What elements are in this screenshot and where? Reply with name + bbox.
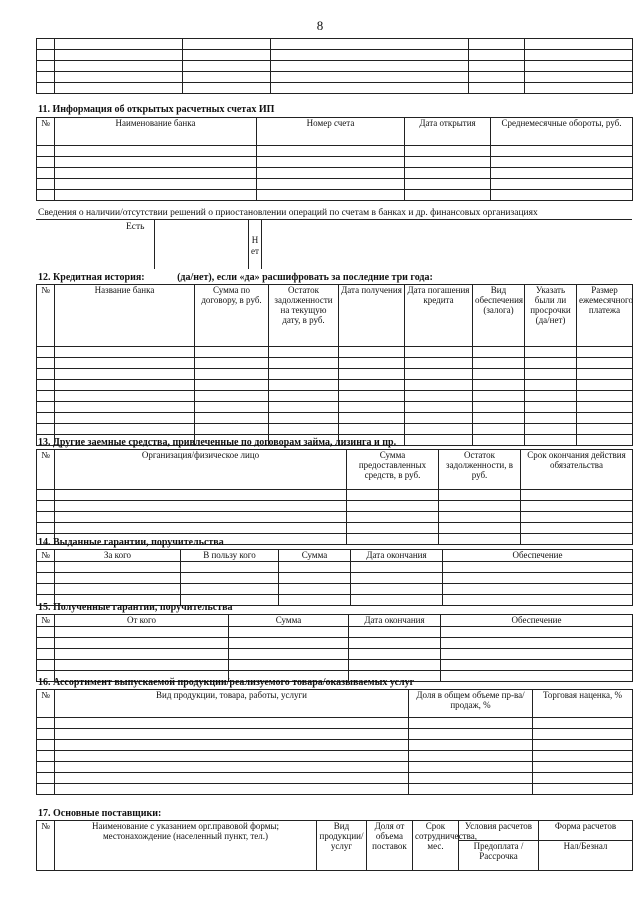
col-header: № xyxy=(37,450,55,490)
col-header: Дата окончания xyxy=(349,615,441,627)
col-header: Условия расчетов xyxy=(459,821,539,841)
col-header: Среднемесячные обороты, руб. xyxy=(491,118,633,146)
table-row xyxy=(37,740,633,751)
decisions-no: Нет xyxy=(251,235,259,256)
col-header: № xyxy=(37,690,55,718)
section-12-title-text: 12. Кредитная история: xyxy=(38,272,145,283)
col-header: Сумма xyxy=(229,615,349,627)
table-row xyxy=(37,660,633,671)
table-row xyxy=(37,773,633,784)
col-header: В пользу кого xyxy=(181,550,279,562)
col-header: Указать были ли просрочки (да/нет) xyxy=(525,285,577,347)
table-row xyxy=(37,718,633,729)
col-header: Доля в общем объеме пр-ва/продаж, % xyxy=(409,690,533,718)
table-row xyxy=(37,523,633,534)
received-guarantees-table xyxy=(36,614,633,682)
table-row xyxy=(37,190,633,201)
col-header: Остаток задолженности, в руб. xyxy=(439,450,521,490)
table-row xyxy=(37,391,633,402)
assortment-table xyxy=(36,689,633,795)
table-row xyxy=(37,649,633,660)
suppliers-table xyxy=(36,820,633,871)
col-header: От кого xyxy=(55,615,229,627)
section-15-title: 15. Полученные гарантии, поручительства xyxy=(38,602,233,613)
table-row xyxy=(37,413,633,424)
page-number: 8 xyxy=(316,18,324,33)
col-header: Обеспечение xyxy=(443,550,633,562)
table-row xyxy=(37,424,633,435)
table-row xyxy=(37,584,633,595)
col-subheader: Нал/Безнал xyxy=(539,841,633,871)
table-row xyxy=(37,751,633,762)
section-11-title: 11. Информация об открытых расчетных счетах ИП xyxy=(38,104,275,115)
col-header: Наименование с указанием орг.правовой формы; местонахождение (населенный пункт, тел.) xyxy=(55,821,317,871)
table-row xyxy=(37,638,633,649)
col-header: Размер ежемесячного платежа xyxy=(577,285,633,347)
col-header: № xyxy=(37,118,55,146)
col-header: Остаток задолженности на текущую дату, в руб. xyxy=(269,285,339,347)
col-header: Дата открытия xyxy=(405,118,491,146)
decisions-yes: Есть xyxy=(126,222,145,232)
col-header: Вид продукции/услуг xyxy=(317,821,367,871)
col-header: Дата получения xyxy=(339,285,405,347)
col-header: Срок сотрудничества, мес. xyxy=(413,821,459,871)
table-row xyxy=(37,369,633,380)
accounts-table xyxy=(36,117,633,201)
table-row xyxy=(37,50,633,61)
col-header: Форма расчетов xyxy=(539,821,633,841)
col-header: Название банка xyxy=(55,285,195,347)
col-header: № xyxy=(37,615,55,627)
col-header: Доля от объема поставок xyxy=(367,821,413,871)
table-row xyxy=(37,146,633,157)
col-header: № xyxy=(37,285,55,347)
table-row xyxy=(37,729,633,740)
continuation-table xyxy=(36,38,633,94)
col-header: Сумма по договору, в руб. xyxy=(195,285,269,347)
table-row xyxy=(37,784,633,795)
table-row xyxy=(37,490,633,501)
table-row xyxy=(37,627,633,638)
col-header: За кого xyxy=(55,550,181,562)
section-13-title: 13. Другие заемные средства, привлеченные по договорам займа, лизинга и пр. xyxy=(38,437,397,448)
col-header: № xyxy=(37,550,55,562)
table-row xyxy=(37,512,633,523)
col-header: Дата окончания xyxy=(351,550,443,562)
section-16-title: 16. Ассортимент выпускаемой продукции/реализуемого товара/оказываемых услуг xyxy=(38,677,415,688)
table-row xyxy=(37,347,633,358)
decisions-text: Сведения о наличии/отсутствии решений о приостановлении операций по счетам в банках и др. финансовых организациях xyxy=(38,208,538,218)
col-header: Торговая наценка, % xyxy=(533,690,633,718)
col-header: Сумма предоставленных средств, в руб. xyxy=(347,450,439,490)
issued-guarantees-table xyxy=(36,549,633,606)
col-header: № xyxy=(37,821,55,871)
table-row xyxy=(37,168,633,179)
table-row xyxy=(37,83,633,94)
table-row xyxy=(37,39,633,50)
col-header: Сумма xyxy=(279,550,351,562)
table-row xyxy=(37,501,633,512)
loans-table xyxy=(36,449,633,545)
col-header: Вид продукции, товара, работы, услуги xyxy=(55,690,409,718)
col-header: Наименование банка xyxy=(55,118,257,146)
credit-history-table xyxy=(36,284,633,446)
col-header: Дата погашения кредита xyxy=(405,285,473,347)
section-12-title xyxy=(38,272,433,283)
col-header: Срок окончания действия обязательства xyxy=(521,450,633,490)
table-row xyxy=(37,762,633,773)
col-header: Обеспечение xyxy=(441,615,633,627)
table-row xyxy=(37,157,633,168)
table-row xyxy=(37,562,633,573)
table-row xyxy=(37,402,633,413)
col-subheader: Предоплата / Рассрочка xyxy=(459,841,539,871)
col-header: Вид обеспечения (залога) xyxy=(473,285,525,347)
table-row xyxy=(37,573,633,584)
col-header: Номер счета xyxy=(257,118,405,146)
table-row xyxy=(37,61,633,72)
col-header: Организация/физическое лицо xyxy=(55,450,347,490)
table-row xyxy=(37,358,633,369)
section-17-title: 17. Основные поставщики: xyxy=(38,808,162,819)
table-row xyxy=(37,179,633,190)
table-row xyxy=(37,72,633,83)
table-row xyxy=(37,380,633,391)
section-12-title-tail: (да/нет), если «да» расшифровать за последние три года: xyxy=(177,272,433,283)
section-14-title: 14. Выданные гарантии, поручительства xyxy=(38,537,224,548)
